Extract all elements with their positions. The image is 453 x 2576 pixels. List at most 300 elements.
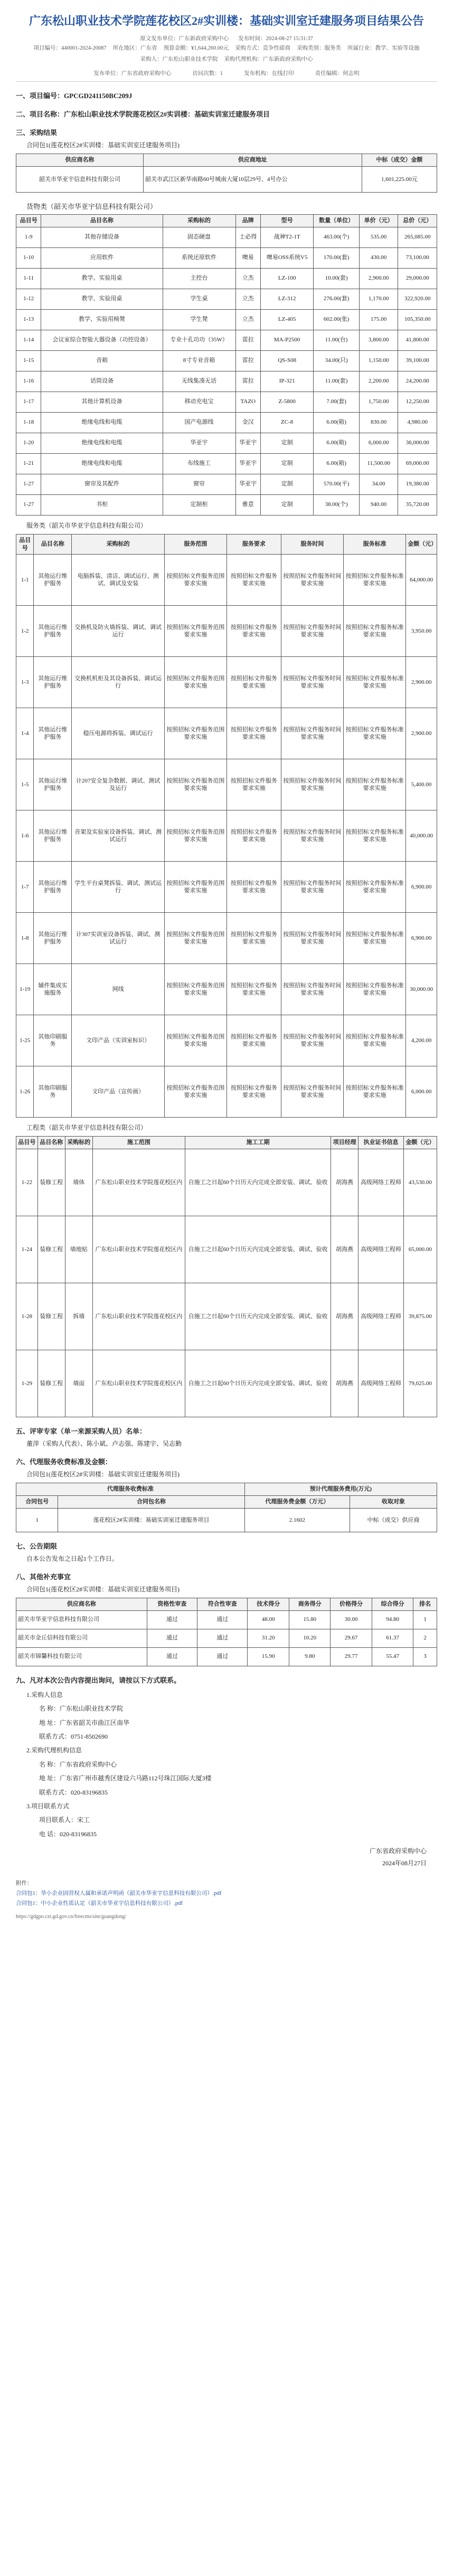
table-cell: TAZO bbox=[235, 392, 260, 412]
table-cell: 10.20 bbox=[289, 1629, 330, 1647]
service-table bbox=[16, 534, 437, 1118]
column-header: 综合得分 bbox=[372, 1598, 413, 1611]
publisher: 原文发布单位：广东新政府采购中心 bbox=[140, 35, 229, 42]
column-header: 品目名称 bbox=[41, 214, 163, 227]
table-cell: LZ-405 bbox=[260, 309, 313, 330]
table-cell: 装修工程 bbox=[37, 1350, 65, 1417]
table-cell: 602.00(张) bbox=[314, 309, 360, 330]
table-cell: 按照招标文件服务时间要求实施 bbox=[281, 606, 343, 657]
column-header: 采购标的 bbox=[65, 1137, 92, 1149]
table-cell: 11.00(套) bbox=[314, 371, 360, 392]
column-header: 符合性审查 bbox=[197, 1598, 248, 1611]
table-cell: 5,400.00 bbox=[406, 759, 437, 810]
table-cell: 按照招标文件服务要求实施 bbox=[227, 810, 281, 862]
table-cell: 按照招标文件服务标准要求实施 bbox=[344, 606, 406, 657]
table-cell: 1-27 bbox=[16, 474, 41, 494]
table-cell: 1-4 bbox=[16, 708, 34, 759]
table-cell: 3,950.00 bbox=[406, 606, 437, 657]
table-cell: 4,200.00 bbox=[406, 1015, 437, 1066]
table-cell: 8寸专业音箱 bbox=[163, 350, 235, 371]
section-label: 二、项目名称： bbox=[16, 110, 64, 119]
table-cell: 高级网络工程师 bbox=[358, 1216, 404, 1283]
table-row bbox=[16, 1629, 437, 1647]
table-row bbox=[16, 309, 437, 330]
table-cell: 其他存储设备 bbox=[41, 227, 163, 247]
table-cell: 按照招标文件服务时间要求实施 bbox=[281, 913, 343, 964]
column-header: 品目号 bbox=[16, 1137, 38, 1149]
table-cell: 高级网络工程师 bbox=[358, 1149, 404, 1216]
table-row bbox=[16, 268, 437, 289]
table-cell: 学生桌 bbox=[163, 289, 235, 309]
section-label: 一、项目编号： bbox=[16, 92, 64, 100]
table-cell: 43,530.00 bbox=[403, 1149, 437, 1216]
table-cell: 系统还原软件 bbox=[163, 247, 235, 268]
table-cell: 墙体 bbox=[65, 1149, 92, 1216]
table-cell: 韶关市武江区新华南路60号城南大厦10层29号、4号办公 bbox=[143, 166, 362, 192]
column-header: 执业证书信息 bbox=[358, 1137, 404, 1149]
table-cell: 窗帘 bbox=[163, 474, 235, 494]
table-row bbox=[16, 474, 437, 494]
contact-line: 1.采购人信息 bbox=[26, 1691, 63, 1699]
column-header: 服务标准 bbox=[344, 534, 406, 555]
table-cell: 1-25 bbox=[16, 1015, 34, 1066]
table-cell: 按照招标文件服务标准要求实施 bbox=[344, 913, 406, 964]
table-cell: 按照招标文件服务要求实施 bbox=[227, 759, 281, 810]
table-cell: 自施工之日起60个日历天内完成全部安装、调试、验收 bbox=[185, 1350, 331, 1417]
contact-list bbox=[26, 1688, 437, 1841]
table-cell: 布线施工 bbox=[163, 453, 235, 474]
table-cell: 其他运行维护服务 bbox=[34, 862, 72, 913]
table-cell: 1-8 bbox=[16, 913, 34, 964]
table-cell: 通过 bbox=[147, 1647, 197, 1666]
table-cell: 网线 bbox=[72, 964, 164, 1015]
table-cell: 广东松山职业技术学院莲花校区内 bbox=[92, 1216, 185, 1283]
publish-time: 发布时间：2024-08-27 15:31:37 bbox=[238, 35, 313, 42]
table-cell: 按照招标文件服务要求实施 bbox=[227, 555, 281, 606]
table-cell: 29.67 bbox=[331, 1629, 372, 1647]
table-cell: 6.00(箱) bbox=[314, 453, 360, 474]
table-cell: MA-P2500 bbox=[260, 330, 313, 350]
table-cell: 广东松山职业技术学院莲花校区内 bbox=[92, 1149, 185, 1216]
table-row bbox=[16, 862, 437, 913]
contact-line: 名 称：广东松山职业技术学院 bbox=[39, 1705, 124, 1713]
signature-date: 2024年08月27日 bbox=[382, 1859, 427, 1867]
column-header: 品目名称 bbox=[34, 534, 72, 555]
table-cell: 绝缘电线和电缆 bbox=[41, 412, 163, 433]
table-cell: 463.00(个) bbox=[314, 227, 360, 247]
column-header: 单价（元） bbox=[359, 214, 398, 227]
table-row bbox=[16, 453, 437, 474]
table-cell: 1-27 bbox=[16, 494, 41, 515]
table-cell: 定制 bbox=[260, 433, 313, 453]
table-cell: 1-24 bbox=[16, 1216, 38, 1283]
table-cell: 韶关市锦馨科技有限公司 bbox=[16, 1647, 147, 1666]
table-cell: 1-19 bbox=[16, 964, 34, 1015]
section-notice-period: 七、公告期限 bbox=[16, 1542, 58, 1550]
table-cell: 2,900.00 bbox=[406, 657, 437, 708]
table-row bbox=[16, 433, 437, 453]
table-cell: 胡海燕 bbox=[331, 1149, 358, 1216]
table-cell: 教学、实验用桌 bbox=[41, 268, 163, 289]
attachment-link[interactable]: 合同包1：中小企业性质认定（韶关市华亚宇信息科技有限公司）.pdf bbox=[16, 1900, 183, 1906]
table-cell: 通过 bbox=[197, 1629, 248, 1647]
page-url: https://gdgpo.czt.gd.gov.cn/freecms/site/guangdong/ bbox=[16, 1914, 127, 1920]
table-cell: 计307实训室设备拆装、调试、测试运行 bbox=[72, 913, 164, 964]
table-cell: 15.80 bbox=[289, 1610, 330, 1629]
table-cell: 音架及实验室设备拆装、调试、测试运行 bbox=[72, 810, 164, 862]
table-cell: 其他运行维护服务 bbox=[34, 810, 72, 862]
table-cell: 按照招标文件服务范围要求实施 bbox=[164, 964, 227, 1015]
bid-score-table bbox=[16, 1598, 437, 1666]
table-row bbox=[16, 810, 437, 862]
attachment-link[interactable]: 合同包1：华小企业固营权人属和承诺声明函（韶关市华亚宇信息科技有限公司）.pdf bbox=[16, 1890, 222, 1896]
table-cell: 辅件集成实施服务 bbox=[34, 964, 72, 1015]
category-item: 采购人：广东松山职业技术学院 bbox=[140, 56, 218, 63]
table-cell: 胡海燕 bbox=[331, 1216, 358, 1283]
table-cell: 会议室综合智能大器设备（功控设备） bbox=[41, 330, 163, 350]
table-cell: 29.77 bbox=[331, 1647, 372, 1666]
contact-line: 2.采购代理机构信息 bbox=[26, 1747, 82, 1754]
section-project-number bbox=[16, 90, 437, 100]
table-cell: 2 bbox=[413, 1629, 437, 1647]
table-cell: 按照招标文件服务范围要求实施 bbox=[164, 657, 227, 708]
table-cell: 1-21 bbox=[16, 453, 41, 474]
table-cell: 39,875.00 bbox=[403, 1283, 437, 1350]
table-cell: 按照招标文件服务范围要求实施 bbox=[164, 759, 227, 810]
table-cell: 窗帘及其配件 bbox=[41, 474, 163, 494]
table-row bbox=[16, 1066, 437, 1118]
column-header: 中标（成交）金额 bbox=[362, 154, 437, 167]
table-row bbox=[16, 913, 437, 964]
table-row bbox=[16, 494, 437, 515]
table-cell: 中标（成交）供应商 bbox=[350, 1509, 437, 1532]
table-cell: 广东松山职业技术学院莲花校区内 bbox=[92, 1350, 185, 1417]
column-header: 项目经理 bbox=[331, 1137, 358, 1149]
table-cell: 学生平台桌凳拆装、调试、测试运行 bbox=[72, 862, 164, 913]
contact-line: 名 称：广东省政府采购中心 bbox=[39, 1760, 117, 1768]
project-categories bbox=[16, 44, 437, 64]
table-cell: 535.00 bbox=[359, 227, 398, 247]
table-cell: 按照招标文件服务标准要求实施 bbox=[344, 964, 406, 1015]
table-cell: 其他印刷服务 bbox=[34, 1015, 72, 1066]
table-cell: 6,000.00 bbox=[359, 433, 398, 453]
table-cell: 按照招标文件服务要求实施 bbox=[227, 862, 281, 913]
table-row bbox=[16, 1350, 437, 1417]
nav-editor: 责任编辑：何志明 bbox=[315, 71, 360, 77]
table-cell: 按照招标文件服务标准要求实施 bbox=[344, 862, 406, 913]
table-cell: 1-17 bbox=[16, 392, 41, 412]
table-cell: 韶关市华亚宇信息科技有限公司 bbox=[16, 1610, 147, 1629]
table-row bbox=[16, 289, 437, 309]
table-cell: 4,980.00 bbox=[398, 412, 437, 433]
table-cell: 1-1 bbox=[16, 555, 34, 606]
table-row bbox=[16, 1015, 437, 1066]
table-cell: 按照招标文件服务要求实施 bbox=[227, 1015, 281, 1066]
table-row bbox=[16, 247, 437, 268]
experts-list: 董萍（采购人代表）、陈小斌、卢志强、陈建宇、吴志勤 bbox=[26, 1440, 182, 1448]
table-cell: 按照招标文件服务范围要求实施 bbox=[164, 606, 227, 657]
table-cell: 定制 bbox=[260, 453, 313, 474]
table-cell: 2.1602 bbox=[244, 1509, 350, 1532]
table-cell: 莲花校区2#实训楼：基础实训室迁建服务项目 bbox=[58, 1509, 244, 1532]
table-cell: 105,350.00 bbox=[398, 309, 437, 330]
agency-fee-table bbox=[16, 1483, 437, 1532]
column-header: 施工工期 bbox=[185, 1137, 331, 1149]
table-row bbox=[16, 166, 437, 192]
table-row bbox=[16, 1647, 437, 1666]
table-cell: 322,920.00 bbox=[398, 289, 437, 309]
table-cell: 6.00(箱) bbox=[314, 433, 360, 453]
column-header: 采购标的 bbox=[72, 534, 164, 555]
column-header: 技术得分 bbox=[248, 1598, 289, 1611]
table-cell: 按照招标文件服务范围要求实施 bbox=[164, 913, 227, 964]
column-header: 供应商名称 bbox=[16, 1598, 147, 1611]
service-caption: 服务类（韶关市华亚宇信息科技有限公司） bbox=[26, 521, 147, 529]
table-cell: 1-9 bbox=[16, 227, 41, 247]
table-row bbox=[16, 371, 437, 392]
table-cell: 雷拉 bbox=[235, 350, 260, 371]
contact-line: 地 址：广东省广州市越秀区建设六马路112号珠江国际大厦3楼 bbox=[39, 1774, 212, 1782]
contact-line: 地 址：广东省韶关市曲江区南华 bbox=[39, 1719, 130, 1726]
table-cell: 1-22 bbox=[16, 1149, 38, 1216]
table-cell: 文印产品（宣传画） bbox=[72, 1066, 164, 1118]
table-cell: 2,200.00 bbox=[359, 371, 398, 392]
column-header: 品目号 bbox=[16, 534, 34, 555]
table-cell: 胡海燕 bbox=[331, 1350, 358, 1417]
table-cell: 35,720.00 bbox=[398, 494, 437, 515]
table-cell: 36,000.00 bbox=[398, 433, 437, 453]
table-cell: 雅意 bbox=[235, 494, 260, 515]
table-cell: 1 bbox=[413, 1610, 437, 1629]
table-cell: 书柜 bbox=[41, 494, 163, 515]
column-header: 服务时间 bbox=[281, 534, 343, 555]
table-row bbox=[16, 657, 437, 708]
table-cell: 61.37 bbox=[372, 1629, 413, 1647]
column-header: 品目名称 bbox=[37, 1137, 65, 1149]
table-cell: 噢易 bbox=[235, 247, 260, 268]
table-cell: 按照招标文件服务时间要求实施 bbox=[281, 1015, 343, 1066]
table-cell: 音箱 bbox=[41, 350, 163, 371]
table-cell: 通过 bbox=[147, 1629, 197, 1647]
category-item: 所属行业：教学、实验等设施 bbox=[347, 45, 420, 51]
table-cell: 65,000.00 bbox=[403, 1216, 437, 1283]
contract-package-label: 合同包1(莲花校区2#实训楼：基础实训室迁建服务项目) bbox=[26, 141, 180, 149]
signature-org: 广东省政府采购中心 bbox=[369, 1847, 427, 1855]
table-cell: 韶关市华亚宇信息科技有限公司 bbox=[16, 166, 144, 192]
contact-line: 联系方式：020-83196835 bbox=[39, 1788, 108, 1796]
table-cell: 按照招标文件服务要求实施 bbox=[227, 708, 281, 759]
table-cell: 6.00(箱) bbox=[314, 412, 360, 433]
table-cell: QS-S08 bbox=[260, 350, 313, 371]
table-row bbox=[16, 606, 437, 657]
nav-publisher[interactable]: 发布单位：广东省政府采购中心 bbox=[93, 71, 172, 77]
table-cell: 1-10 bbox=[16, 247, 41, 268]
table-cell: LZ-100 bbox=[260, 268, 313, 289]
table-cell: 64,000.00 bbox=[406, 555, 437, 606]
table-row bbox=[16, 392, 437, 412]
table-cell: 1,170.00 bbox=[359, 289, 398, 309]
table-cell: 装修工程 bbox=[37, 1283, 65, 1350]
column-header: 品牌 bbox=[235, 214, 260, 227]
section-other: 八、其他补充事宜 bbox=[16, 1573, 71, 1581]
table-cell: 战神T2-1T bbox=[260, 227, 313, 247]
column-header: 价格得分 bbox=[331, 1598, 372, 1611]
table-cell: Z-5800 bbox=[260, 392, 313, 412]
table-cell: 按照招标文件服务范围要求实施 bbox=[164, 1066, 227, 1118]
attachments bbox=[16, 1879, 437, 1909]
category-item: 采购类别：服务类 bbox=[297, 45, 342, 51]
table-cell: 41,800.00 bbox=[398, 330, 437, 350]
table-cell: 高级网络工程师 bbox=[358, 1350, 404, 1417]
contact-line: 3.项目联系方式 bbox=[26, 1802, 70, 1810]
table-cell: 6,000.00 bbox=[406, 1066, 437, 1118]
table-cell: LZ-312 bbox=[260, 289, 313, 309]
table-cell: 24,200.00 bbox=[398, 371, 437, 392]
section-experts: 五、评审专家（单一来源采购人员）名单： bbox=[16, 1427, 147, 1436]
table-cell: 9.80 bbox=[289, 1647, 330, 1666]
table-cell: 38.00(个) bbox=[314, 494, 360, 515]
table-row bbox=[16, 1509, 437, 1532]
table-cell: 士必得 bbox=[235, 227, 260, 247]
project-number: GPCGD241150BC209J bbox=[64, 92, 133, 100]
column-header: 型号 bbox=[260, 214, 313, 227]
table-cell: 按照招标文件服务标准要求实施 bbox=[344, 759, 406, 810]
engineering-caption: 工程类（韶关市华亚宇信息科技有限公司） bbox=[26, 1124, 147, 1132]
table-cell: 830.00 bbox=[359, 412, 398, 433]
table-cell: 话筒设备 bbox=[41, 371, 163, 392]
table-cell: ZC-8 bbox=[260, 412, 313, 433]
table-cell: 1-12 bbox=[16, 289, 41, 309]
table-cell: 按照招标文件服务范围要求实施 bbox=[164, 1015, 227, 1066]
contact-line: 项目联系人：宋工 bbox=[39, 1816, 90, 1824]
table-cell: 按照招标文件服务要求实施 bbox=[227, 657, 281, 708]
table-cell: 按照招标文件服务时间要求实施 bbox=[281, 1066, 343, 1118]
table-cell: 墙地贴 bbox=[65, 1216, 92, 1283]
table-cell: 94.80 bbox=[372, 1610, 413, 1629]
table-row bbox=[16, 708, 437, 759]
table-cell: 1-7 bbox=[16, 862, 34, 913]
table-cell: 19,380.00 bbox=[398, 474, 437, 494]
table-cell: 2,900.00 bbox=[406, 708, 437, 759]
table-cell: 1-20 bbox=[16, 433, 41, 453]
table-row bbox=[16, 1610, 437, 1629]
table-cell: 按照招标文件服务标准要求实施 bbox=[344, 657, 406, 708]
table-cell: 电脑拆装、清洁、调试运行、测试、调试及安装 bbox=[72, 555, 164, 606]
table-row bbox=[16, 964, 437, 1015]
table-cell: 按照招标文件服务时间要求实施 bbox=[281, 862, 343, 913]
table-cell: 按照招标文件服务要求实施 bbox=[227, 1066, 281, 1118]
table-cell: 按照招标文件服务时间要求实施 bbox=[281, 555, 343, 606]
column-header: 商务得分 bbox=[289, 1598, 330, 1611]
table-row bbox=[16, 1283, 437, 1350]
table-cell: 1,601,225.00元 bbox=[362, 166, 437, 192]
table-cell: IP-321 bbox=[260, 371, 313, 392]
table-cell: 其他运行维护服务 bbox=[34, 606, 72, 657]
nav-print[interactable]: 发布机构：在线打印 bbox=[244, 71, 294, 77]
table-cell: 29,000.00 bbox=[398, 268, 437, 289]
table-row bbox=[16, 350, 437, 371]
table-cell: 按照招标文件服务标准要求实施 bbox=[344, 1066, 406, 1118]
table-cell: 按照招标文件服务范围要求实施 bbox=[164, 555, 227, 606]
table-cell: 自施工之日起60个日历天内完成全部安装、调试、验收 bbox=[185, 1283, 331, 1350]
table-cell: 立杰 bbox=[235, 309, 260, 330]
table-cell: 30,000.00 bbox=[406, 964, 437, 1015]
table-cell: 1-11 bbox=[16, 268, 41, 289]
section-project-name bbox=[16, 109, 437, 119]
table-cell: 79,025.00 bbox=[403, 1350, 437, 1417]
category-item: 采购方式：竞争性磋商 bbox=[235, 45, 291, 51]
table-cell: 通过 bbox=[197, 1610, 248, 1629]
notice-period: 自本公告发布之日起1个工作日。 bbox=[26, 1555, 119, 1562]
column-header: 数量（单位） bbox=[314, 214, 360, 227]
table-cell: 按照招标文件服务要求实施 bbox=[227, 964, 281, 1015]
table-row bbox=[16, 1216, 437, 1283]
table-cell: 绝缘电线和电缆 bbox=[41, 433, 163, 453]
category-item: 所在地区：广东省 bbox=[112, 45, 157, 51]
table-cell: 按照招标文件服务时间要求实施 bbox=[281, 759, 343, 810]
table-cell: 按照招标文件服务范围要求实施 bbox=[164, 810, 227, 862]
table-cell: 其他运行维护服务 bbox=[34, 913, 72, 964]
table-cell: 1-15 bbox=[16, 350, 41, 371]
table-cell: 1-5 bbox=[16, 759, 34, 810]
column-header: 金额（元） bbox=[403, 1137, 437, 1149]
column-header: 服务范围 bbox=[164, 534, 227, 555]
table-cell: 1,750.00 bbox=[359, 392, 398, 412]
table-cell: 7.00(套) bbox=[314, 392, 360, 412]
table-cell: 教学、实验用桌 bbox=[41, 289, 163, 309]
table-cell: 其他运行维护服务 bbox=[34, 708, 72, 759]
table-cell: 稳压电源将拆装、调试运行 bbox=[72, 708, 164, 759]
supplier-table bbox=[16, 154, 437, 193]
column-header: 供应商地址 bbox=[143, 154, 362, 167]
table-cell: 其他运行维护服务 bbox=[34, 555, 72, 606]
table-cell: 1-13 bbox=[16, 309, 41, 330]
table-cell: 拆墙 bbox=[65, 1283, 92, 1350]
table-cell: 移动充电宝 bbox=[163, 392, 235, 412]
table-cell: 其他运行维护服务 bbox=[34, 657, 72, 708]
attachments-label: 附件： bbox=[16, 1880, 33, 1886]
contact-line: 联系方式：0751-8502690 bbox=[39, 1733, 108, 1741]
bid-package-label: 合同包1(莲花校区2#实训楼：基础实训室迁建服务项目) bbox=[26, 1586, 180, 1593]
table-cell: 1-14 bbox=[16, 330, 41, 350]
table-cell: 绝缘电线和电缆 bbox=[41, 453, 163, 474]
table-cell: 计207安全复杂数据、调试、测试及运行 bbox=[72, 759, 164, 810]
category-item: 采购代理机构：广东新政府采购中心 bbox=[224, 56, 313, 63]
table-cell: 按照招标文件服务标准要求实施 bbox=[344, 1015, 406, 1066]
table-cell: 34.00 bbox=[359, 474, 398, 494]
table-cell: 学生凳 bbox=[163, 309, 235, 330]
table-row bbox=[16, 1149, 437, 1216]
table-row bbox=[16, 412, 437, 433]
table-cell: 噢易OSS系统V5 bbox=[260, 247, 313, 268]
table-cell: 31.20 bbox=[248, 1629, 289, 1647]
nav-visits: 访问次数：1 bbox=[192, 71, 223, 77]
table-cell: 其他运行维护服务 bbox=[34, 759, 72, 810]
section-results: 三、采购结果 bbox=[16, 129, 58, 137]
table-cell: 立杰 bbox=[235, 268, 260, 289]
table-cell: 立杰 bbox=[235, 289, 260, 309]
table-cell: 34.00(只) bbox=[314, 350, 360, 371]
column-header: 代理服务费金额（万元） bbox=[244, 1496, 350, 1509]
table-cell: 通过 bbox=[147, 1610, 197, 1629]
table-cell: 其他印刷服务 bbox=[34, 1066, 72, 1118]
table-cell: 其他计算机设备 bbox=[41, 392, 163, 412]
table-cell: 自施工之日起60个日历天内完成全部安装、调试、验收 bbox=[185, 1216, 331, 1283]
table-cell: 国产电源线 bbox=[163, 412, 235, 433]
column-header: 施工范围 bbox=[92, 1137, 185, 1149]
table-cell: 170.00(套) bbox=[314, 247, 360, 268]
table-cell: 2,900.00 bbox=[359, 268, 398, 289]
